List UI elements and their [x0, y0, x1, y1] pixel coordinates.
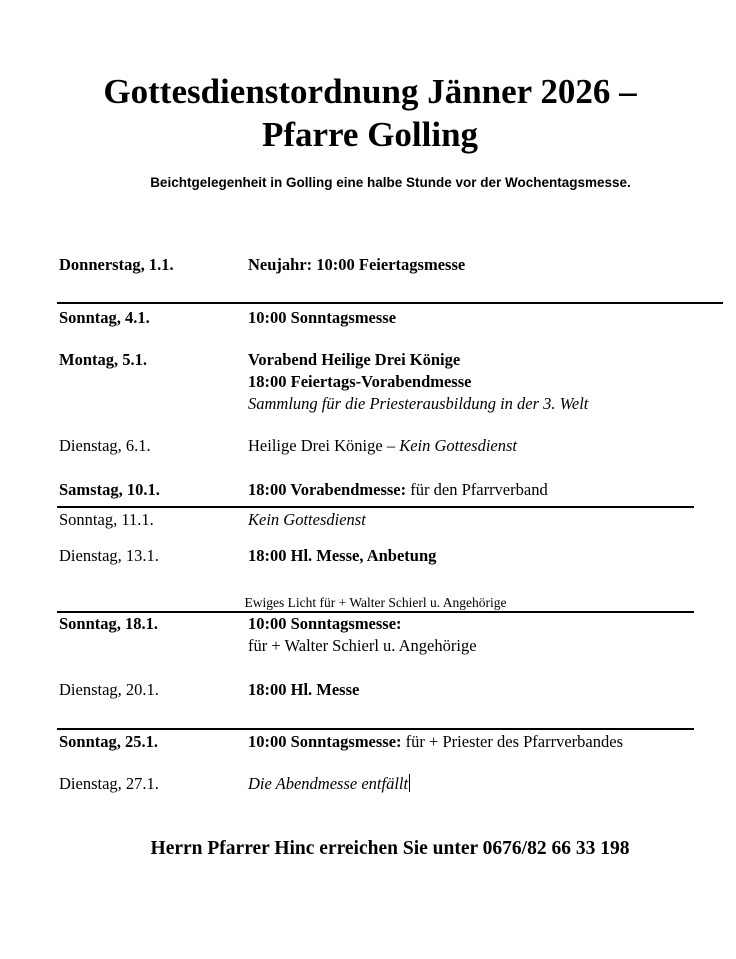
event-text: [248, 479, 548, 501]
event-text: 18:00 Hl. Messe, Anbetung: [248, 546, 437, 565]
divider: [57, 506, 694, 508]
day-label: Dienstag, 6.1.: [59, 436, 151, 455]
day-label: Donnerstag, 1.1.: [59, 255, 174, 274]
event-text-regular: für den Pfarrverband: [406, 480, 548, 499]
event-text-bold: 18:00 Vorabendmesse:: [248, 480, 407, 499]
page-title-line2: Pfarre Golling: [261, 115, 479, 154]
ewiges-licht-note: Ewiges Licht für + Walter Schierl u. Angehörige: [244, 595, 507, 610]
divider: [57, 302, 723, 304]
day-label: Sonntag, 11.1.: [59, 510, 154, 529]
subtitle: Beichtgelegenheit in Golling eine halbe Stunde vor der Wochentagsmesse.: [150, 175, 631, 190]
event-text: Kein Gottesdienst: [248, 510, 366, 529]
event-text: [248, 773, 410, 795]
event-text-italic: Kein Gottesdienst: [399, 436, 517, 455]
event-text-regular: Heilige Drei Könige –: [248, 436, 400, 455]
event-text: Vorabend Heilige Drei Könige: [248, 350, 461, 369]
day-label: Sonntag, 18.1.: [59, 614, 159, 633]
footer-contact: Herrn Pfarrer Hinc erreichen Sie unter 0676/82 66 33 198: [150, 838, 630, 859]
event-text: für + Walter Schierl u. Angehörige: [248, 636, 477, 655]
event-text-regular: für + Priester des Pfarrverbandes: [401, 732, 623, 751]
divider: [57, 728, 694, 730]
event-text-italic: Die Abendmesse entfällt: [248, 774, 409, 793]
text-cursor: [409, 774, 410, 792]
day-label: Sonntag, 25.1.: [59, 732, 159, 751]
event-text: 18:00 Hl. Messe: [248, 680, 360, 699]
event-note: Sammlung für die Priesterausbildung in der 3. Welt: [248, 394, 589, 413]
day-label: Dienstag, 13.1.: [59, 546, 159, 565]
event-text-bold: 10:00 Sonntagsmesse:: [248, 732, 402, 751]
day-label: Montag, 5.1.: [59, 350, 147, 369]
day-label: Sonntag, 4.1.: [59, 308, 150, 327]
day-label: Dienstag, 27.1.: [59, 774, 159, 793]
day-label: Samstag, 10.1.: [59, 480, 160, 499]
event-text: [248, 435, 517, 457]
event-text: 10:00 Sonntagsmesse: [248, 308, 397, 327]
event-text: 10:00 Sonntagsmesse:: [248, 614, 402, 633]
page-title-line1: Gottesdienstordnung Jänner 2026 –: [103, 72, 637, 111]
event-text: 18:00 Feiertags-Vorabendmesse: [248, 372, 472, 391]
event-text: Neujahr: 10:00 Feiertagsmesse: [248, 255, 466, 274]
event-text: [248, 731, 623, 753]
day-label: Dienstag, 20.1.: [59, 680, 159, 699]
